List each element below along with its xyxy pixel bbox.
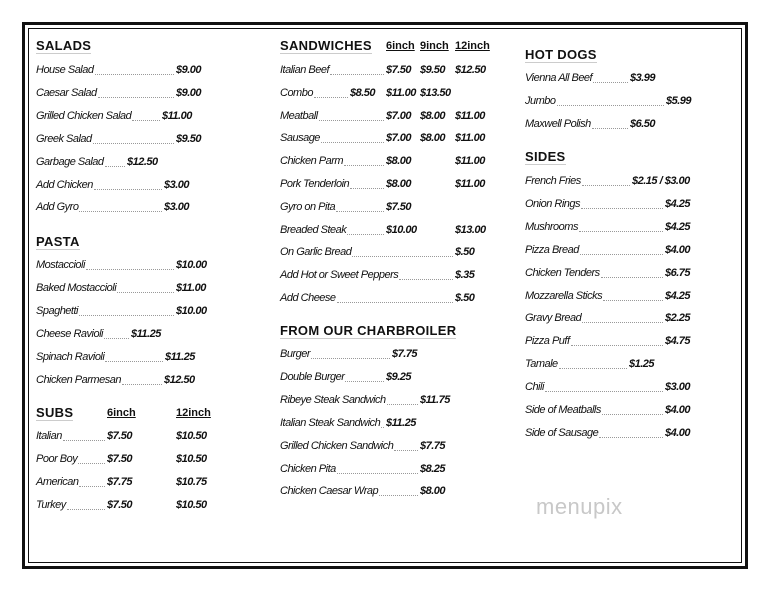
menu-item-price: $5.99 — [666, 95, 692, 107]
menu-item-name: Pizza Puff — [525, 335, 570, 348]
column-header: 6inch — [386, 40, 415, 52]
menu-item-name: Tamale — [525, 358, 558, 371]
menu-item-price: $2.15 / $3.00 — [632, 175, 690, 187]
menu-item-price: $.50 — [455, 246, 475, 259]
column-header: 12inch — [176, 407, 211, 419]
section-title: HOT DOGS — [525, 47, 597, 62]
menu-item-price: $4.00 — [665, 243, 691, 256]
menu-item-name: Chicken Parmesan — [36, 373, 121, 386]
menu-border-inner — [28, 28, 742, 563]
menu-item-name: Pork Tenderloin — [280, 178, 350, 190]
menu-item-price: $11.00 — [455, 178, 485, 190]
menu-item-price: $9.50 — [176, 132, 202, 145]
menu-item-name: Greek Salad — [36, 132, 92, 145]
dot-leader — [559, 368, 627, 369]
dot-leader — [557, 105, 664, 106]
dot-leader — [314, 97, 348, 98]
dot-leader — [79, 486, 105, 487]
dot-leader — [330, 74, 384, 75]
menu-item-price: $10.00 — [176, 259, 207, 271]
menu-item-price: $4.25 — [665, 220, 691, 233]
menu-item-price: $2.25 — [665, 312, 691, 325]
dot-leader — [580, 254, 663, 255]
dot-leader — [592, 128, 628, 129]
menu-item-name: Gravy Bread — [525, 312, 582, 325]
column-header: 12inch — [455, 40, 490, 52]
dot-leader — [79, 315, 174, 316]
menu-item-price: $7.75 — [420, 439, 446, 452]
dot-leader — [311, 358, 390, 359]
menu-item-price: $12.50 — [127, 155, 158, 168]
dot-leader — [399, 279, 453, 280]
menu-item-name: Meatball — [280, 109, 318, 122]
menu-item-name: Poor Boy — [36, 452, 78, 465]
menu-item-price: $3.00 — [665, 381, 691, 394]
menu-item-name: Mozzarella Sticks — [525, 289, 603, 302]
menu-item-price: $8.00 — [420, 132, 446, 145]
menu-item-price: $11.00 — [455, 132, 485, 145]
dot-leader — [78, 463, 105, 464]
dot-leader — [79, 211, 162, 212]
menu-item-price: $9.00 — [176, 86, 202, 99]
dot-leader — [321, 142, 384, 143]
menu-item-price: $4.00 — [665, 426, 691, 439]
column-header: 9inch — [420, 40, 449, 52]
dot-leader — [582, 322, 663, 323]
menu-item-price: $1.25 — [629, 358, 655, 371]
menu-item-name: Spinach Ravioli — [36, 350, 105, 363]
dot-leader — [394, 450, 418, 451]
menu-item-price: $6.50 — [630, 118, 656, 130]
dot-leader — [98, 97, 174, 98]
menu-item-name: Pizza Bread — [525, 243, 579, 256]
dot-leader — [344, 165, 384, 166]
dot-leader — [571, 345, 663, 346]
menu-item-price: $7.75 — [107, 475, 133, 488]
menu-item-name: Combo — [280, 86, 313, 99]
dot-leader — [94, 189, 162, 190]
dot-leader — [379, 495, 418, 496]
dot-leader — [67, 509, 105, 510]
menu-item-name: Grilled Chicken Sandwich — [280, 439, 394, 452]
menu-item-name: French Fries — [525, 175, 581, 187]
dot-leader — [117, 292, 174, 293]
dot-leader — [319, 120, 384, 121]
menu-item-name: Cheese Ravioli — [36, 327, 103, 340]
menu-item-price: $11.25 — [386, 416, 416, 429]
menu-item-name: Burger — [280, 348, 311, 360]
menu-item-name: Onion Rings — [525, 197, 581, 210]
dot-leader — [93, 143, 174, 144]
menu-item-name: Double Burger — [280, 370, 345, 383]
menu-item-price: $7.75 — [392, 348, 418, 360]
menu-item-price: $10.00 — [386, 223, 417, 236]
menu-item-price: $10.50 — [176, 430, 207, 442]
watermark: menupix — [536, 494, 623, 519]
dot-leader — [602, 414, 663, 415]
menu-item-price: $12.50 — [164, 373, 195, 386]
menu-item-name: Italian Beef — [280, 64, 330, 76]
dot-leader — [352, 256, 453, 257]
dot-leader — [337, 302, 453, 303]
menu-item-name: American — [36, 475, 79, 488]
dot-leader — [347, 234, 384, 235]
dot-leader — [582, 185, 630, 186]
menu-item-name: Add Hot or Sweet Peppers — [280, 269, 399, 282]
menu-item-name: Chicken Tenders — [525, 266, 600, 279]
section-title: SANDWICHES — [280, 38, 372, 53]
dot-leader — [132, 120, 160, 121]
menu-item-name: Turkey — [36, 498, 66, 511]
menu-item-price: $9.25 — [386, 370, 412, 383]
menu-item-name: Garbage Salad — [36, 155, 104, 168]
dot-leader — [387, 404, 418, 405]
menu-item-name: On Garlic Bread — [280, 246, 352, 259]
dot-leader — [63, 440, 105, 441]
dot-leader — [104, 338, 129, 339]
menu-item-price: $10.50 — [176, 498, 207, 511]
section-title: SIDES — [525, 149, 566, 164]
menu-item-name: Side of Meatballs — [525, 404, 601, 416]
dot-leader — [381, 427, 384, 428]
menu-item-price: $8.25 — [420, 462, 446, 475]
menu-item-price: $6.75 — [665, 266, 691, 279]
menu-item-name: Grilled Chicken Salad — [36, 109, 132, 122]
dot-leader — [601, 277, 663, 278]
dot-leader — [336, 211, 384, 212]
menu-item-price: $8.00 — [420, 485, 446, 498]
menu-item-name: Sausage — [280, 132, 320, 145]
dot-leader — [579, 231, 663, 232]
dot-leader — [86, 269, 174, 270]
menu-item-price: $.50 — [455, 292, 475, 304]
dot-leader — [599, 437, 663, 438]
menu-item-price: $9.50 — [420, 64, 446, 76]
menu-item-price: $10.00 — [176, 304, 207, 317]
dot-leader — [105, 166, 125, 167]
menu-item-price: $8.00 — [420, 109, 446, 122]
menu-item-name: Spaghetti — [36, 304, 78, 317]
dot-leader — [345, 381, 384, 382]
column-header: 6inch — [107, 407, 136, 419]
menu-item-name: Mostaccioli — [36, 259, 85, 271]
dot-leader — [350, 188, 384, 189]
section-title: SUBS — [36, 405, 74, 420]
menu-item-price: $12.50 — [455, 64, 486, 76]
menu-item-name: Chicken Pita — [280, 462, 336, 475]
menu-item-name: Side of Sausage — [525, 426, 599, 439]
menu-item-price: $7.00 — [386, 109, 412, 122]
menu-item-price: $.35 — [455, 269, 475, 282]
menu-item-price: $11.25 — [165, 350, 195, 363]
section-title: PASTA — [36, 234, 80, 249]
menu-item-name: Chili — [525, 381, 544, 394]
menu-item-price: $4.00 — [665, 404, 691, 416]
dot-leader — [122, 384, 162, 385]
menu-item-name: Italian Steak Sandwich — [280, 416, 381, 429]
menu-item-name: Breaded Steak — [280, 223, 347, 236]
menu-item-price: $9.00 — [176, 64, 202, 76]
menu-item-price: $8.50 — [350, 86, 376, 99]
dot-leader — [337, 473, 418, 474]
menu-item-name: Chicken Parm — [280, 155, 344, 168]
menu-item-name: Gyro on Pita — [280, 200, 336, 213]
menu-item-name: Chicken Caesar Wrap — [280, 485, 379, 498]
menu-item-price: $3.99 — [630, 72, 656, 84]
menu-item-price: $7.50 — [107, 498, 133, 511]
menu-item-price: $4.25 — [665, 197, 691, 210]
menu-item-price: $7.50 — [386, 200, 412, 213]
dot-leader — [105, 361, 163, 362]
dot-leader — [95, 74, 174, 75]
dot-leader — [593, 82, 628, 83]
menu-item-name: Maxwell Polish — [525, 118, 591, 130]
menu-item-price: $8.00 — [386, 155, 412, 168]
menu-item-price: $11.00 — [176, 281, 206, 294]
menu-item-price: $7.50 — [107, 430, 133, 442]
menu-item-price: $10.75 — [176, 475, 207, 488]
dot-leader — [603, 300, 663, 301]
menu-item-price: $11.00 — [162, 109, 192, 122]
menu-item-price: $11.00 — [455, 155, 485, 168]
menu-item-name: House Salad — [36, 64, 94, 76]
menu-item-name: Vienna All Beef — [525, 72, 593, 84]
menu-item-name: Add Cheese — [280, 292, 336, 304]
menu-item-price: $13.50 — [420, 86, 451, 99]
menu-item-price: $7.50 — [386, 64, 412, 76]
menu-item-name: Jumbo — [525, 95, 556, 107]
menu-item-name: Add Gyro — [36, 201, 79, 214]
menu-item-name: Baked Mostaccioli — [36, 281, 117, 294]
menu-item-price: $11.00 — [455, 109, 485, 122]
menu-item-price: $11.75 — [420, 393, 450, 406]
menu-item-price: $7.00 — [386, 132, 412, 145]
menu-item-name: Caesar Salad — [36, 86, 97, 99]
menu-item-price: $11.00 — [386, 86, 416, 99]
section-title: FROM OUR CHARBROILER — [280, 323, 457, 338]
menu-item-price: $3.00 — [164, 201, 190, 214]
menu-item-price: $4.25 — [665, 289, 691, 302]
menu-item-name: Mushrooms — [525, 220, 578, 233]
menu-item-name: Ribeye Steak Sandwich — [280, 393, 386, 406]
menu-item-name: Add Chicken — [36, 178, 93, 191]
section-title: SALADS — [36, 38, 92, 53]
menu-item-name: Italian — [36, 430, 62, 442]
menu-item-price: $10.50 — [176, 452, 207, 465]
menu-item-price: $11.25 — [131, 327, 161, 340]
menu-item-price: $3.00 — [164, 178, 190, 191]
menu-item-price: $7.50 — [107, 452, 133, 465]
menu-item-price: $8.00 — [386, 178, 412, 190]
menu-item-price: $13.00 — [455, 223, 486, 236]
dot-leader — [545, 391, 663, 392]
menu-item-price: $4.75 — [665, 335, 691, 348]
dot-leader — [581, 208, 663, 209]
